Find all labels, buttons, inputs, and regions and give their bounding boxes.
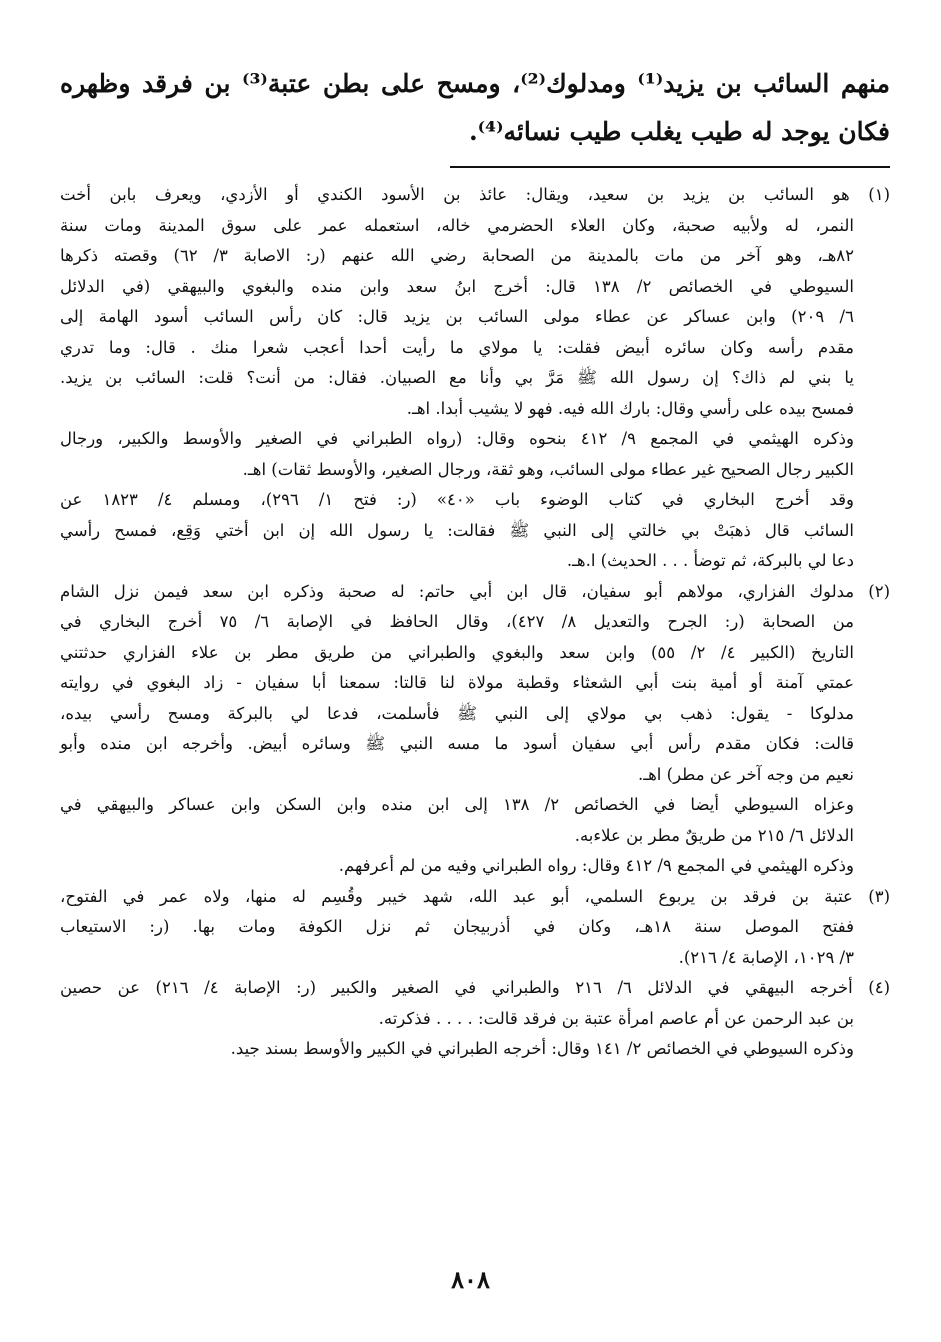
footnote-line: قالت: فكان مقدم رأس أبي سفيان أسود ما مسه النبي ﷺ وسائره أبيض. وأخرجه ابن منده وأبو — [60, 734, 854, 753]
footnote-line: (٤) أخرجه البيهقي في الدلائل ٦/ ٢١٦ والطبراني في الصغير والكبير (ر: الإصابة ٤/ ٢١٦) عن حصين — [60, 978, 890, 997]
footnote-line: مدلوكا - يقول: ذهب بي مولاي إلى النبي ﷺ فأسلمت، فدعا لي بالبركة ومسح رأسي بيده، — [60, 703, 854, 723]
footnote-1 — [60, 180, 890, 577]
footnote-line: وذكره الهيثمي في المجمع ٩/ ٤١٢ بنحوه وقال: (رواه الطبراني في الصغير والأوسط والكبير، ورجال — [60, 429, 854, 448]
footnote-line: وذكره الهيثمي في المجمع ٩/ ٤١٢ وقال: رواه الطبراني وفيه من لم أعرفهم. — [338, 856, 854, 875]
main-text-line: منهم السائب بن يزيد⁽¹⁾ ومدلوك⁽²⁾، ومسح على بطن عتبة⁽³⁾ بن فرقد وظهره — [60, 69, 890, 98]
footnote-line: الكبير رجال الصحيح غير عطاء مولى السائب، وهو ثقة، ورجال الصغير، والأوسط ثقات) اهـ. — [242, 459, 854, 479]
footnote-line: بن عبد الرحمن عن أم عاصم امرأة عتبة بن فرقد قالت: . . . . فذكرته. — [378, 1008, 854, 1028]
footnote-line: (٣) عتبة بن فرقد بن يربوع السلمي، أبو عبد الله، شهد خيبر وقُسِم له منها، ولاه عمر في الفتوح، — [60, 886, 890, 906]
footnote-2 — [60, 577, 890, 882]
footnote-line: التاريخ (الكبير ٤/ ٢/ ٥٥) وابن سعد والبغوي والطبراني من طريق مطر بن علاء الفزاري حدثتني — [60, 642, 855, 662]
footnote-line: دعا لي بالبركة، ثم توضأ . . . الحديث) ا.هـ. — [566, 551, 854, 570]
footnote-line: السيوطي في الخصائص ٢/ ١٣٨ قال: أخرج ابنُ سعد وابن منده والبغوي والبيهقي (في الدلائل — [60, 276, 854, 296]
footnote-divider — [450, 166, 890, 168]
footnote-line: وقد أخرج البخاري في كتاب الوضوء باب «٤٠» (ر: فتح ١/ ٢٩٦)، ومسلم ٤/ ١٨٢٣ عن — [60, 490, 854, 509]
page-content — [60, 60, 890, 1065]
footnote-line: السائب قال ذهبَتْ بي خالتي إلى النبي ﷺ فقالت: يا رسول الله إن ابن أختي وَقِع، فمسح رأسي — [60, 520, 854, 540]
footnote-line: ٣/ ١٠٢٩، الإصابة ٤/ ٢١٦). — [678, 947, 854, 967]
footnote-line: من الصحابة (ر: الجرح والتعديل ٨/ ٤٢٧)، وقال الحافظ في الإصابة ٦/ ٧٥ أخرج البخاري في — [60, 612, 854, 631]
footnote-3 — [60, 882, 890, 974]
main-text-line: فكان يوجد له طيب يغلب طيب نسائه⁽⁴⁾. — [468, 117, 890, 146]
main-text — [60, 60, 890, 156]
footnote-line: نعيم من وجه آخر عن مطر) اهـ. — [638, 764, 854, 784]
page-number: ٨٠٨ — [451, 1265, 490, 1294]
footnote-line: الدلائل ٦/ ٢١٥ من طريقٌ مطر بن علاءبه. — [574, 825, 854, 845]
footnote-line: عمتي آمنة أو أمية بنت أبي الشعثاء وقطبة مولاة لنا قالتا: سمعنا أبا سفيان - زاد البغوي في روايته — [60, 673, 854, 692]
footnote-line: وذكره السيوطي في الخصائص ٢/ ١٤١ وقال: أخرجه الطبراني في الكبير والأوسط بسند جيد. — [230, 1039, 854, 1058]
footnote-line: ٦/ ٢٠٩) وابن عساكر عن عطاء مولى السائب بن يزيد قال: كان رأس السائب أسود الهامة إلى — [60, 307, 854, 326]
footnotes — [60, 180, 890, 1065]
footnote-line: مقدم رأسه وكان سائره أبيض فقلت: يا مولاي ما رأيت أحدا أعجب شعرا منك . قال: وما تدري — [60, 337, 854, 357]
footnote-line: ففتح الموصل سنة ١٨هـ، وكان في أذربيجان ثم نزل الكوفة ومات بها. (ر: الاستيعاب — [60, 917, 854, 936]
footnote-line: وعزاه السيوطي أيضا في الخصائص ٢/ ١٣٨ إلى ابن منده وابن السكن وابن عساكر والبيهقي في — [60, 795, 854, 814]
footnote-line: (١) هو السائب بن يزيد بن سعيد، ويقال: عائذ بن الأسود الكندي أو الأزدي، ويعرف بابن أخت — [60, 185, 890, 204]
footnote-line: فمسح بيده على رأسي وقال: بارك الله فيه. فهو لا يشيب أبدا. اهـ. — [406, 398, 854, 418]
footnote-line: النمر، له ولأبيه صحبة، وكان العلاء الحضرمي خاله، استعمله عمر على سوق المدينة ومات سنة — [60, 215, 854, 235]
footnote-line: ٨٢هـ، وهو آخر من مات بالمدينة من الصحابة رضي الله عنهم (ر: الاصابة ٣/ ٦٢) وقصته ذكرها — [60, 246, 855, 265]
footnote-4 — [60, 973, 890, 1065]
footnote-line: يا بني لم ذاك؟ إن رسول الله ﷺ مَرَّ بي وأنا مع الصبيان. فقال: من أنت؟ قلت: السائب بن يزيد. — [60, 368, 854, 387]
footnote-line: (٢) مدلوك الفزاري، مولاهم أبو سفيان، قال ابن أبي حاتم: له صحبة وذكره ابن سعد فيمن نزل الشام — [60, 581, 890, 601]
